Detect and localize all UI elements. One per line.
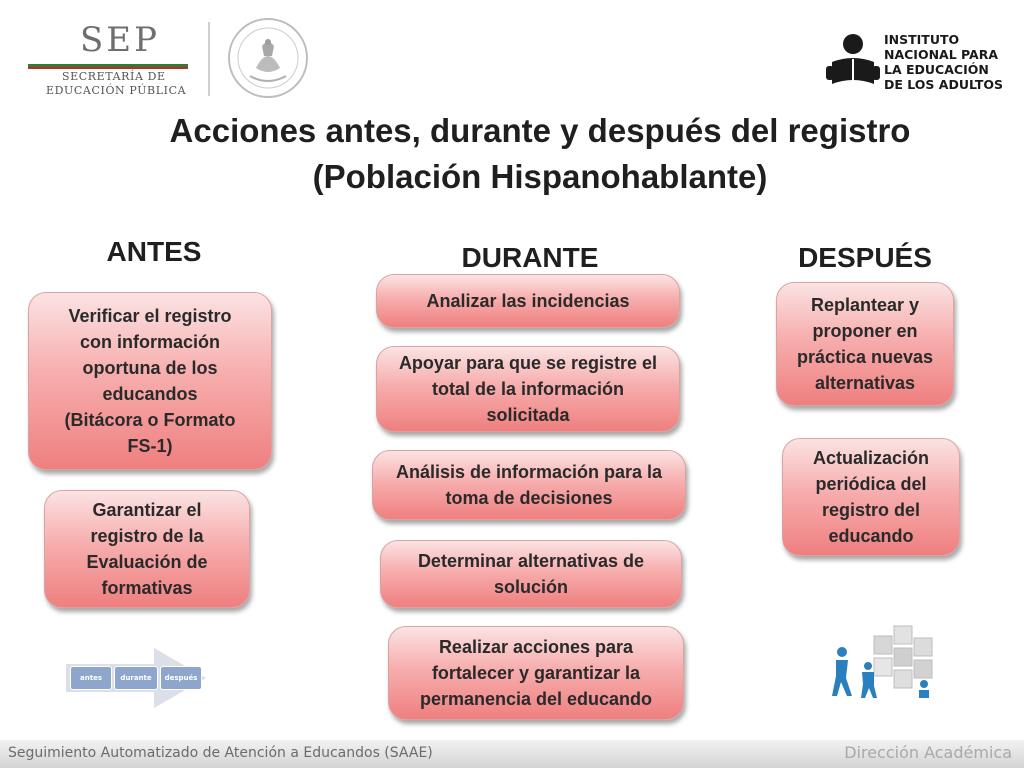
inea-line: INSTITUTO: [884, 32, 960, 47]
inea-logo-text: [884, 32, 1003, 92]
slide-title-line1: Acciones antes, durante y después del registro: [169, 112, 911, 149]
box-line: Garantizar el: [92, 500, 202, 520]
box-line: educando: [828, 526, 914, 546]
box-line: toma de decisiones: [445, 488, 613, 508]
box-line: formativas: [101, 578, 193, 598]
logo-divider: [208, 22, 210, 96]
box-line: solución: [493, 577, 568, 597]
mini-flow-step-despues: después: [160, 666, 202, 690]
sep-logo-line2: EDUCACIÓN PÚBLICA: [46, 84, 187, 97]
footer-program-name: Seguimiento Automatizado de Atención a Educandos (SAAE): [8, 745, 433, 761]
box-line: Apoyar para que se registre el: [398, 353, 658, 373]
box-line: Replantear y: [810, 295, 920, 315]
durante-box-realizar: [388, 626, 684, 720]
people-assembling-puzzle-icon: [824, 622, 936, 704]
box-line: fortalecer y garantizar la: [431, 663, 641, 683]
box-line: oportuna de los: [82, 358, 218, 378]
reader-with-book-logo-icon: [826, 32, 880, 92]
mexican-coat-of-arms-seal-icon: [226, 16, 310, 100]
inea-line: LA EDUCACIÓN: [884, 62, 989, 77]
box-line: solicitada: [486, 405, 570, 425]
slide-title: [120, 108, 960, 200]
footer-department: Dirección Académica: [844, 743, 1012, 762]
heading-despues: DESPUÉS: [798, 242, 932, 273]
slide-title-line2: (Población Hispanohablante): [312, 158, 768, 195]
box-line: FS-1): [127, 436, 173, 456]
inea-logo: [826, 30, 1006, 92]
inea-line: DE LOS ADULTOS: [884, 77, 1004, 92]
despues-box-replantear: [776, 282, 954, 406]
durante-box-apoyar: [376, 346, 680, 432]
box-line: Verificar el registro: [68, 306, 232, 326]
box-line: alternativas: [814, 373, 916, 393]
sep-logo-red-rule: [28, 67, 188, 69]
sep-logo-line1: SECRETARÍA DE: [62, 70, 166, 83]
heading-antes: ANTES: [106, 236, 202, 267]
mini-flow-step-antes: antes: [70, 666, 112, 690]
box-line: Analizar las incidencias: [426, 291, 630, 311]
box-line: educandos: [102, 384, 198, 404]
box-line: total de la información: [431, 379, 624, 399]
durante-box-analizar: [376, 274, 680, 328]
mini-flow-step-durante: durante: [114, 666, 158, 690]
box-line: registro de la: [90, 526, 204, 546]
antes-box-garantizar: [44, 490, 250, 608]
heading-durante: DURANTE: [461, 242, 599, 273]
sep-logo-word: SEP: [80, 20, 160, 60]
box-line: proponer en: [812, 321, 918, 341]
box-line: periódica del: [815, 474, 927, 494]
sep-logo: [28, 20, 198, 100]
despues-box-actualizacion: [782, 438, 960, 556]
box-line: con información: [79, 332, 220, 352]
box-line: Análisis de información para la: [395, 462, 663, 482]
antes-box-verificar: [28, 292, 272, 470]
durante-box-analisis: [372, 450, 686, 520]
box-line: permanencia del educando: [419, 689, 653, 709]
box-line: práctica nuevas: [796, 347, 934, 367]
box-line: Determinar alternativas de: [417, 551, 645, 571]
box-line: Evaluación de: [86, 552, 208, 572]
durante-box-determinar: [380, 540, 682, 608]
inea-line: NACIONAL PARA: [884, 47, 999, 62]
box-line: Actualización: [812, 448, 930, 468]
box-line: (Bitácora o Formato: [64, 410, 236, 430]
box-line: Realizar acciones para: [438, 637, 634, 657]
box-line: registro del: [821, 500, 921, 520]
